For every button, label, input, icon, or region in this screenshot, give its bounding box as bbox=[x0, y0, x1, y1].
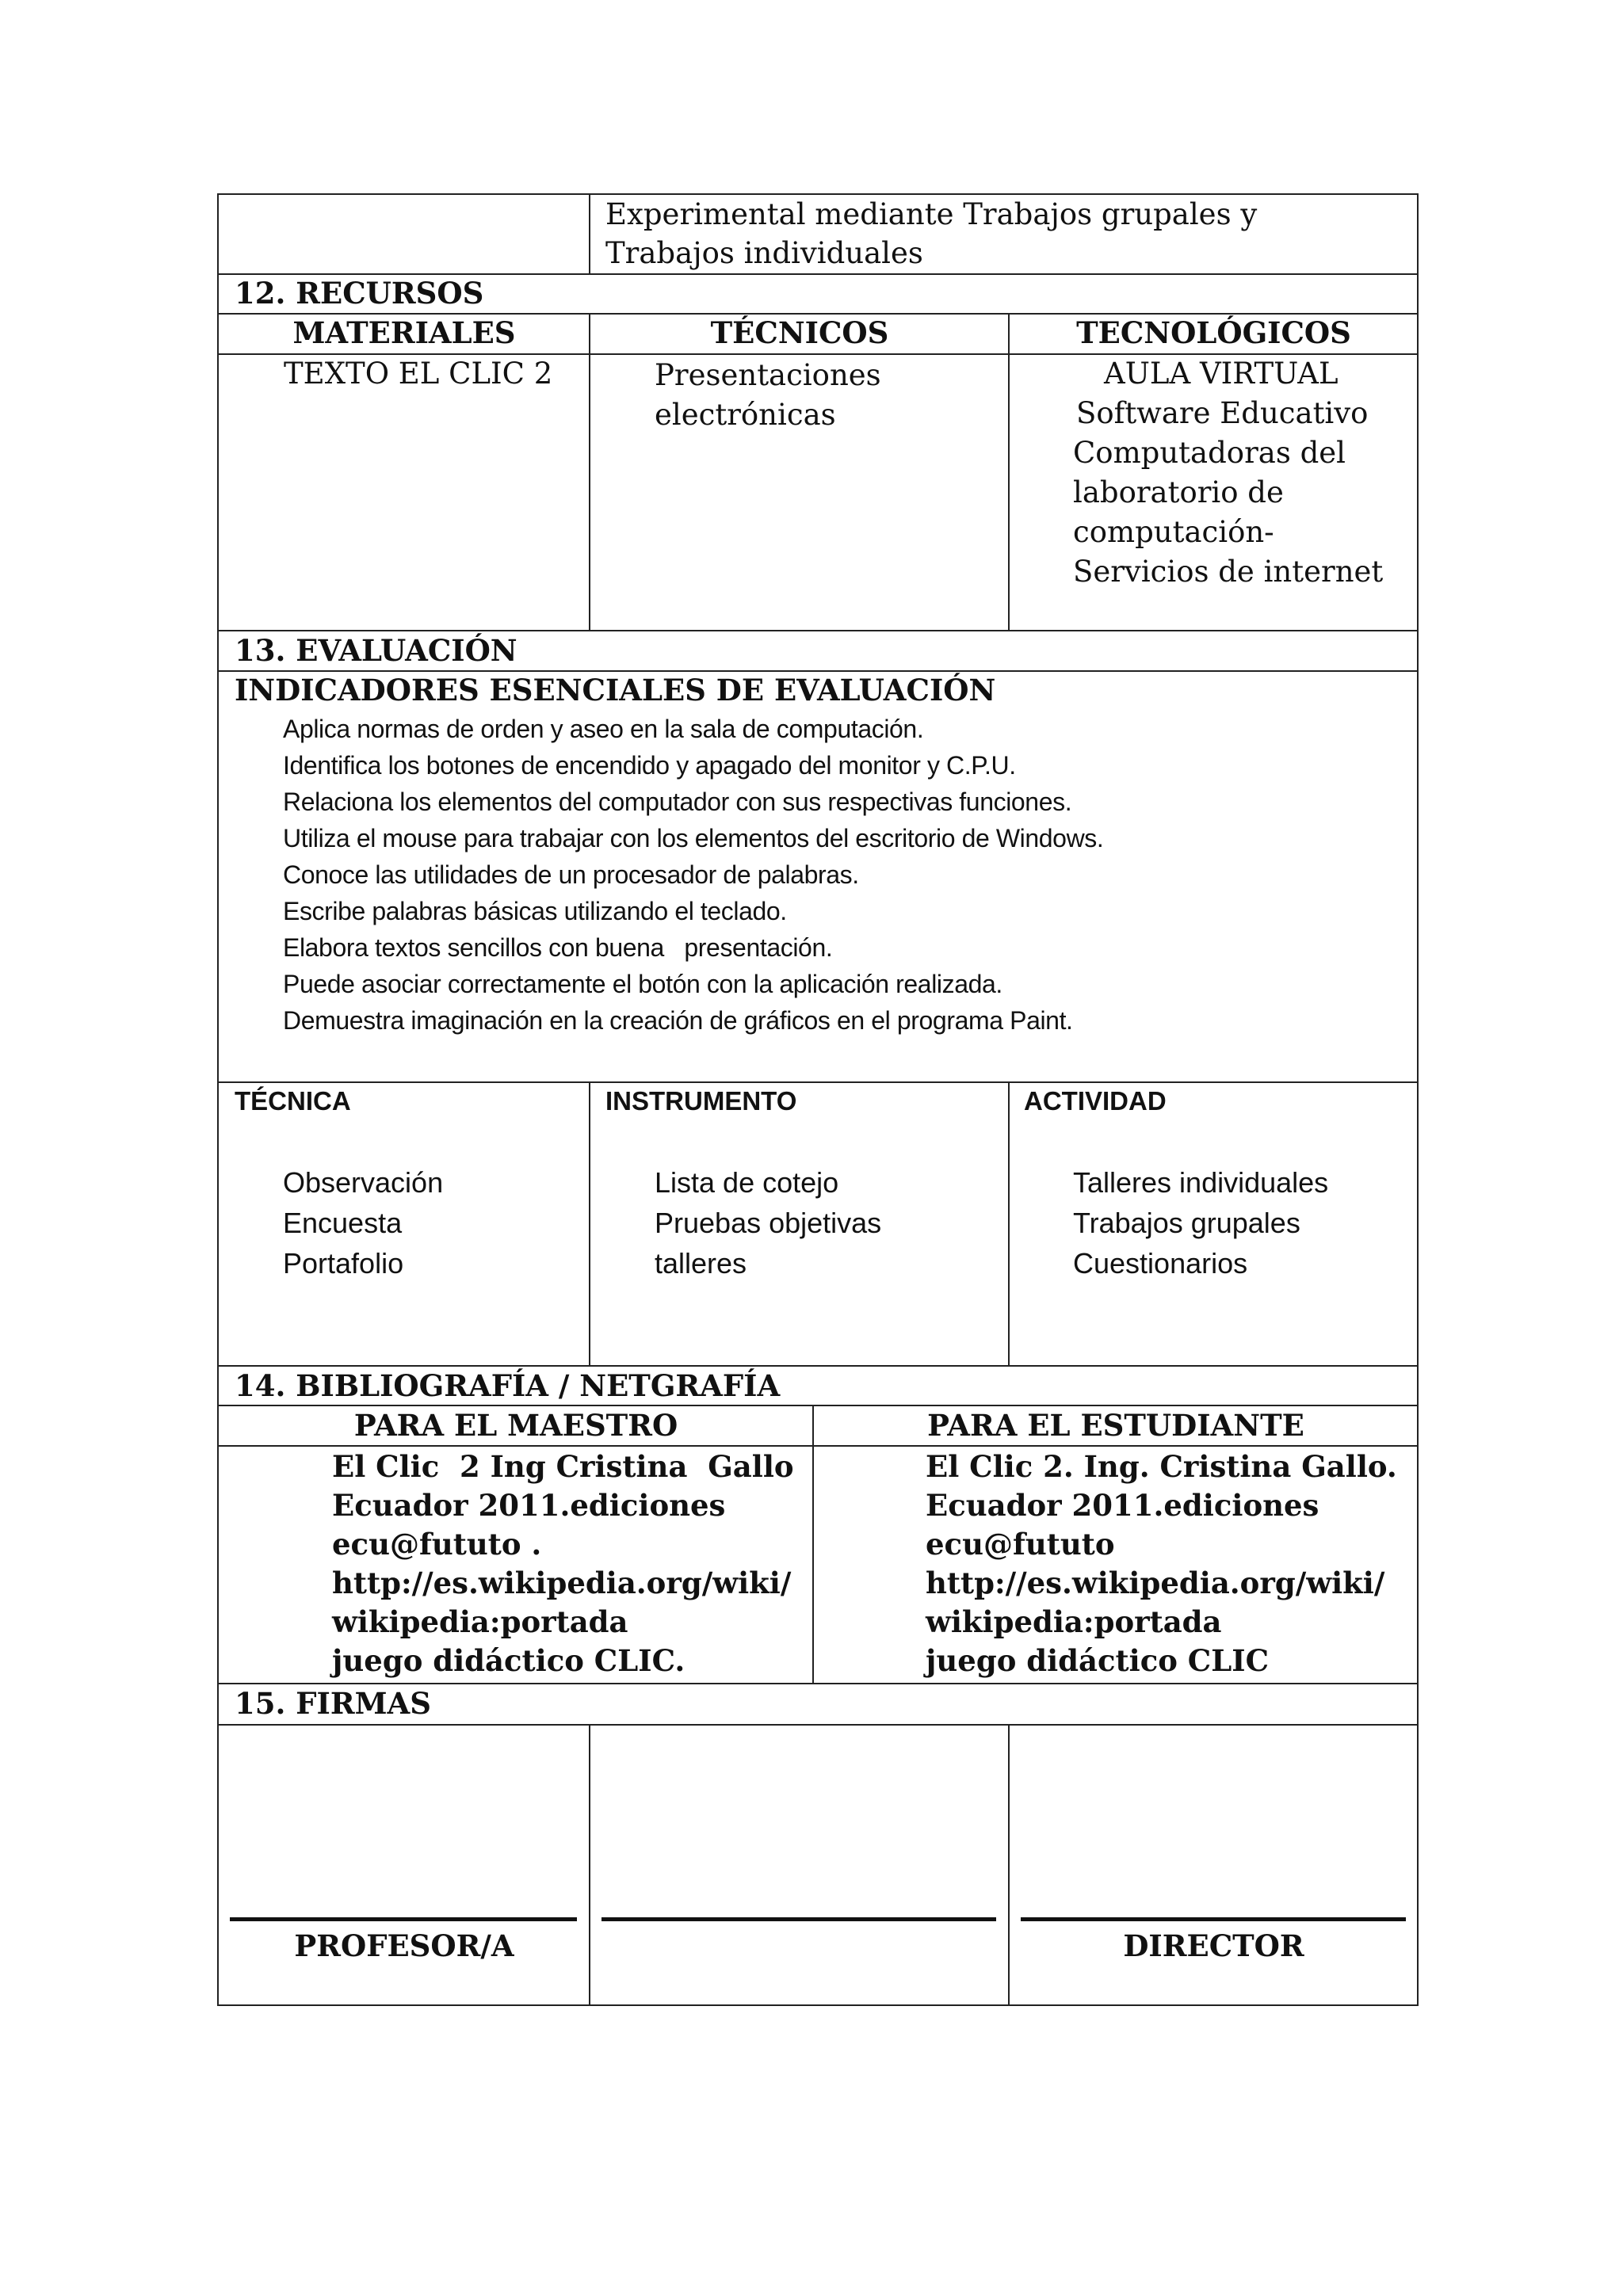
row-divider bbox=[217, 1683, 1419, 1684]
column-divider bbox=[1008, 1724, 1010, 2006]
actividad-item: Talleres individuales bbox=[1073, 1166, 1329, 1199]
section-title-recursos: 12. RECURSOS bbox=[235, 276, 484, 311]
recurso-material: TEXTO EL CLIC 2 bbox=[284, 357, 553, 391]
intro-line: Trabajos individuales bbox=[605, 236, 923, 270]
indicator-item: Demuestra imaginación en la creación de gráficos en el programa Paint. bbox=[283, 1006, 1073, 1035]
indicator-item: Escribe palabras básicas utilizando el teclado. bbox=[283, 897, 787, 925]
indicator-item: Utiliza el mouse para trabajar con los elementos del escritorio de Windows. bbox=[283, 824, 1104, 852]
signature-line-profesor bbox=[230, 1917, 577, 1921]
instrumento-item: talleres bbox=[655, 1247, 747, 1280]
biblio-maestro-line: juego didáctico CLIC. bbox=[332, 1643, 685, 1678]
column-header-tecnologicos: TECNOLÓGICOS bbox=[1076, 315, 1351, 350]
actividad-item: Trabajos grupales bbox=[1073, 1207, 1300, 1239]
instrumento-item: Pruebas objetivas bbox=[655, 1207, 882, 1239]
table-border-right bbox=[1417, 193, 1419, 2006]
table-border-top bbox=[217, 193, 1419, 195]
recurso-tecnologico: AULA VIRTUAL bbox=[1104, 357, 1338, 391]
biblio-maestro-line: El Clic 2 Ing Cristina Gallo bbox=[332, 1449, 794, 1484]
row-divider bbox=[217, 670, 1419, 672]
recurso-tecnologico: Computadoras del bbox=[1073, 436, 1346, 470]
tecnica-item: Portafolio bbox=[283, 1247, 404, 1280]
row-divider bbox=[217, 313, 1419, 315]
column-header-estudiante: PARA EL ESTUDIANTE bbox=[927, 1408, 1304, 1443]
biblio-estudiante-line: wikipedia:portada bbox=[926, 1604, 1222, 1639]
row-divider bbox=[217, 1081, 1419, 1083]
recurso-tecnico: Presentaciones bbox=[655, 358, 881, 392]
recurso-tecnologico: laboratorio de bbox=[1073, 475, 1284, 509]
signature-line-director bbox=[1021, 1917, 1406, 1921]
indicator-item: Elabora textos sencillos con buena presentación. bbox=[283, 933, 833, 962]
biblio-estudiante-line: El Clic 2. Ing. Cristina Gallo. bbox=[926, 1449, 1397, 1484]
row-divider bbox=[217, 273, 1419, 275]
column-header-tecnica: TÉCNICA bbox=[235, 1086, 351, 1116]
indicator-item: Conoce las utilidades de un procesador de palabras. bbox=[283, 860, 859, 889]
biblio-maestro-line: Ecuador 2011.ediciones bbox=[332, 1488, 726, 1523]
tecnica-item: Observación bbox=[283, 1166, 444, 1199]
section-title-evaluacion: 13. EVALUACIÓN bbox=[235, 633, 517, 668]
column-header-materiales: MATERIALES bbox=[292, 315, 516, 350]
column-divider bbox=[589, 193, 590, 275]
recurso-tecnologico: computación- bbox=[1073, 515, 1274, 549]
indicator-item: Aplica normas de orden y aseo en la sala de computación. bbox=[283, 715, 924, 743]
signature-label-director: DIRECTOR bbox=[1123, 1928, 1304, 1963]
indicator-item: Identifica los botones de encendido y apagado del monitor y C.P.U. bbox=[283, 751, 1016, 780]
column-divider bbox=[1008, 1081, 1010, 1367]
biblio-estudiante-line: juego didáctico CLIC bbox=[926, 1643, 1270, 1678]
column-header-actividad: ACTIVIDAD bbox=[1024, 1086, 1167, 1116]
column-divider bbox=[589, 313, 590, 631]
column-divider bbox=[812, 1405, 814, 1684]
column-divider bbox=[589, 1081, 590, 1367]
indicator-item: Relaciona los elementos del computador con sus respectivas funciones. bbox=[283, 788, 1072, 816]
row-divider bbox=[217, 1724, 1419, 1726]
indicator-item: Puede asociar correctamente el botón con la aplicación realizada. bbox=[283, 970, 1002, 998]
signature-line-middle bbox=[601, 1917, 996, 1921]
row-divider bbox=[217, 1365, 1419, 1367]
biblio-estudiante-line: Ecuador 2011.ediciones bbox=[926, 1488, 1319, 1523]
recurso-tecnologico: Software Educativo bbox=[1076, 396, 1369, 430]
row-divider bbox=[217, 353, 1419, 355]
biblio-estudiante-line: http://es.wikipedia.org/wiki/ bbox=[926, 1566, 1385, 1600]
section-title-bibliografia: 14. BIBLIOGRAFÍA / NETGRAFÍA bbox=[235, 1368, 781, 1403]
biblio-estudiante-line: ecu@fututo bbox=[926, 1527, 1115, 1562]
recurso-tecnico: electrónicas bbox=[655, 398, 836, 432]
row-divider bbox=[217, 1445, 1419, 1447]
biblio-maestro-line: ecu@fututo . bbox=[332, 1527, 542, 1562]
indicators-title: INDICADORES ESENCIALES DE EVALUACIÓN bbox=[235, 673, 996, 707]
biblio-maestro-line: wikipedia:portada bbox=[332, 1604, 628, 1639]
table-border-left bbox=[217, 193, 219, 2006]
intro-line: Experimental mediante Trabajos grupales y bbox=[605, 197, 1258, 231]
row-divider bbox=[217, 1405, 1419, 1406]
column-header-tecnicos: TÉCNICOS bbox=[710, 315, 889, 350]
signature-label-profesor: PROFESOR/A bbox=[294, 1928, 514, 1963]
actividad-item: Cuestionarios bbox=[1073, 1247, 1248, 1280]
row-divider bbox=[217, 630, 1419, 631]
tecnica-item: Encuesta bbox=[283, 1207, 403, 1239]
section-title-firmas: 15. FIRMAS bbox=[235, 1686, 431, 1721]
column-header-maestro: PARA EL MAESTRO bbox=[353, 1408, 678, 1443]
table-border-bottom bbox=[217, 2004, 1419, 2006]
recurso-tecnologico: Servicios de internet bbox=[1073, 555, 1384, 589]
biblio-maestro-line: http://es.wikipedia.org/wiki/ bbox=[332, 1566, 792, 1600]
column-header-instrumento: INSTRUMENTO bbox=[605, 1086, 797, 1116]
instrumento-item: Lista de cotejo bbox=[655, 1166, 839, 1199]
column-divider bbox=[589, 1724, 590, 2006]
column-divider bbox=[1008, 313, 1010, 631]
